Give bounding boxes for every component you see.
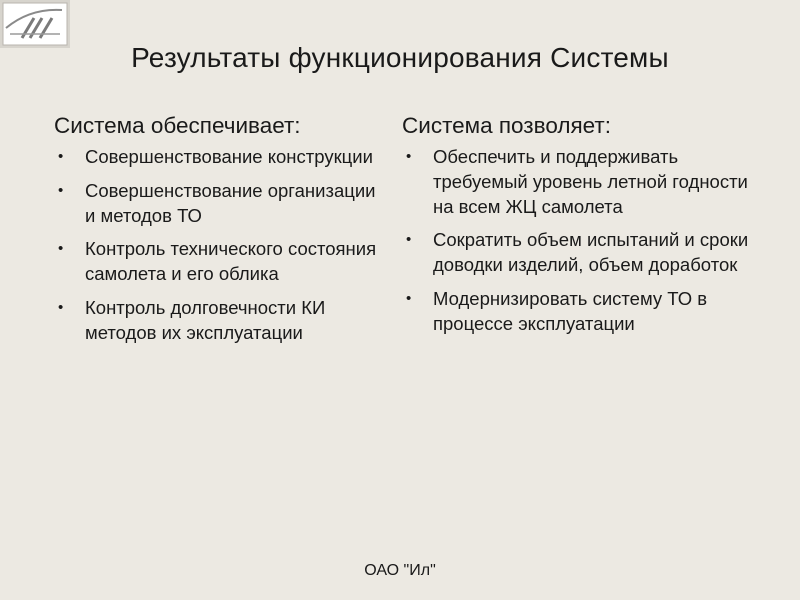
right-bullet-list — [402, 145, 762, 337]
footer-company-name: ОАО "Ил" — [364, 562, 436, 579]
list-item — [54, 145, 384, 170]
right-column — [402, 113, 762, 346]
left-column-heading: Система обеспечивает: — [54, 113, 301, 138]
list-item-text: Совершенствование организации и методов ТО — [85, 179, 376, 226]
list-item — [54, 179, 384, 229]
list-item — [402, 145, 762, 219]
list-item-text: Обеспечить и поддерживать требуемый уровень летной годности на всем ЖЦ самолета — [433, 146, 748, 217]
bullet-dot: • — [58, 181, 64, 199]
bullet-dot: • — [406, 289, 412, 307]
bullet-dot: • — [406, 231, 412, 249]
list-item — [54, 237, 384, 287]
list-item-text: Сократить объем испытаний и сроки доводки изделий, объем доработок — [433, 229, 749, 276]
bullet-dot: • — [58, 298, 64, 316]
page-title: Результаты функционирования Системы — [131, 42, 669, 73]
company-logo-icon — [0, 0, 70, 48]
right-column-heading: Система позволяет: — [402, 113, 611, 138]
list-item — [402, 287, 762, 337]
list-item-text: Совершенствование конструкции — [85, 146, 373, 167]
bullet-dot: • — [58, 148, 64, 165]
list-item-text: Контроль долговечности КИ методов их эксплуатации — [85, 296, 326, 343]
list-item — [54, 296, 384, 346]
bullet-dot: • — [406, 148, 412, 165]
list-item-text: Модернизировать систему ТО в процессе эксплуатации — [433, 287, 708, 334]
left-column — [54, 113, 384, 355]
bullet-dot: • — [58, 240, 64, 258]
left-bullet-list — [54, 145, 384, 346]
list-item — [402, 228, 762, 278]
list-item-text: Контроль технического состояния самолета и его облика — [85, 238, 377, 285]
